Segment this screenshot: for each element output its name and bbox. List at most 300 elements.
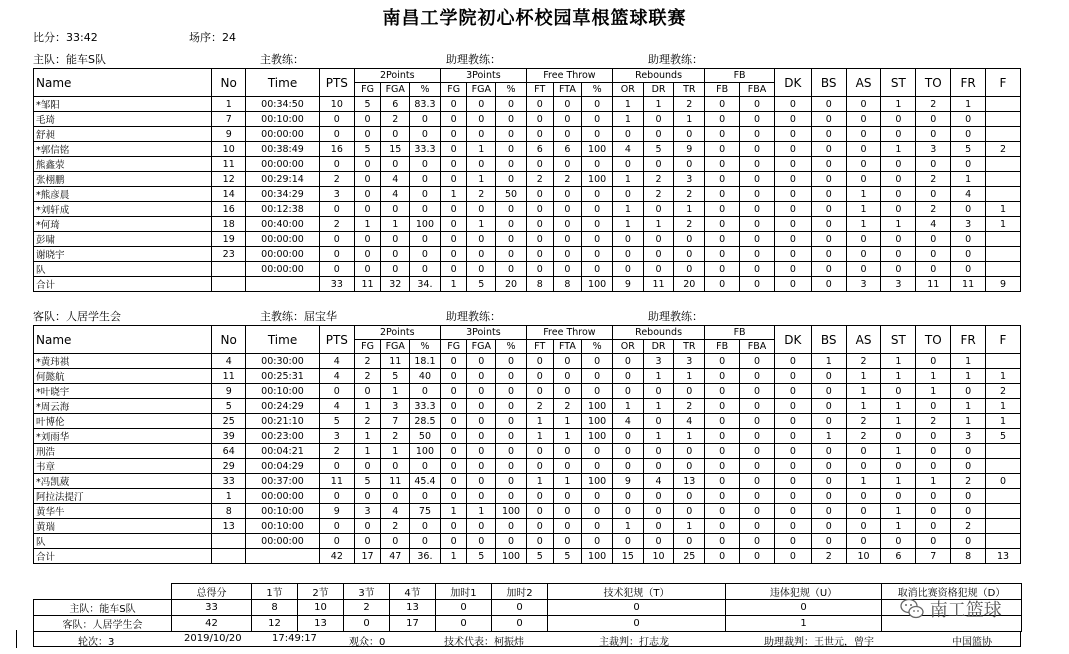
player-name-cell: 熊鑫荥 — [34, 157, 212, 172]
stat-cell: 0 — [526, 97, 553, 112]
stat-cell: 11 — [381, 354, 410, 369]
stat-cell: 0 — [319, 202, 354, 217]
stat-cell: 0 — [881, 127, 916, 142]
stat-cell: 1 — [674, 202, 705, 217]
stat-cell: 0 — [612, 247, 643, 262]
stat-cell: 0 — [496, 459, 527, 474]
stat-cell: 0 — [951, 232, 986, 247]
player-name-cell: *刘轩成 — [34, 202, 212, 217]
stat-cell: 0 — [740, 142, 775, 157]
stat-cell: 0 — [643, 232, 674, 247]
stat-cell: 0 — [740, 399, 775, 414]
summary-cell: 0 — [436, 616, 492, 632]
stat-cell: 0 — [553, 534, 582, 549]
stat-cell: 0 — [582, 444, 613, 459]
player-name-cell: *冯凯葳 — [34, 474, 212, 489]
stat-cell: 39 — [212, 429, 246, 444]
stat-cell: 0 — [705, 474, 740, 489]
stat-cell: 1 — [951, 97, 986, 112]
stat-cell: 2 — [951, 519, 986, 534]
stat-cell: 0 — [705, 187, 740, 202]
stat-cell: 15 — [381, 142, 410, 157]
stat-cell: 0 — [643, 262, 674, 277]
player-row — [34, 202, 1021, 217]
stat-cell: 0 — [740, 112, 775, 127]
stat-cell: 0 — [381, 459, 410, 474]
stat-cell: 1 — [381, 217, 410, 232]
stat-cell: 1 — [354, 444, 381, 459]
stat-cell: 00:10:00 — [246, 504, 320, 519]
stat-cell: 1 — [986, 399, 1021, 414]
stat-cell: 0 — [705, 112, 740, 127]
stat-cell: 1 — [881, 414, 916, 429]
stat-cell: 0 — [440, 384, 467, 399]
player-name-cell: *何琦 — [34, 217, 212, 232]
column-group-header: Rebounds — [612, 326, 704, 340]
stat-cell: 0 — [612, 232, 643, 247]
stat-cell: 1 — [612, 519, 643, 534]
stat-cell: 0 — [916, 489, 951, 504]
stat-cell: 0 — [496, 217, 527, 232]
stat-cell: 4 — [612, 414, 643, 429]
stat-cell: 4 — [319, 354, 354, 369]
stat-cell: 2 — [467, 187, 496, 202]
home-coach-label: 主教练： — [260, 53, 304, 66]
stat-cell: 1 — [846, 474, 881, 489]
stat-cell: 0 — [354, 459, 381, 474]
stat-cell: 5 — [354, 474, 381, 489]
player-name-cell: 队 — [34, 534, 212, 549]
stat-cell: 1 — [881, 399, 916, 414]
summary-header: 加时1 — [436, 584, 492, 600]
stat-cell: 0 — [811, 277, 846, 292]
stat-cell: 11 — [916, 277, 951, 292]
stat-cell: 1 — [612, 172, 643, 187]
stat-cell — [986, 489, 1021, 504]
stat-cell: 1 — [612, 202, 643, 217]
stat-cell: 75 — [410, 504, 441, 519]
stat-cell: 2 — [846, 354, 881, 369]
stat-cell: 0 — [811, 262, 846, 277]
summary-header: 1节 — [252, 584, 298, 600]
stat-cell: 0 — [526, 534, 553, 549]
stat-cell: 1 — [986, 202, 1021, 217]
stat-cell: 1 — [674, 369, 705, 384]
stat-cell: 0 — [526, 519, 553, 534]
stat-cell: 0 — [916, 459, 951, 474]
stat-cell: 9 — [612, 277, 643, 292]
stat-cell: 0 — [553, 217, 582, 232]
round-label: 轮次：3 — [78, 637, 115, 648]
total-row — [34, 549, 1021, 564]
stat-cell: 0 — [410, 384, 441, 399]
stat-cell: 0 — [582, 354, 613, 369]
column-subheader: FT — [526, 83, 553, 97]
stat-cell: 2 — [319, 444, 354, 459]
date-label: 2019/10/20 — [184, 633, 242, 644]
player-row — [34, 187, 1021, 202]
stat-cell: 0 — [774, 414, 811, 429]
stat-cell: 1 — [951, 399, 986, 414]
stat-cell: 0 — [582, 97, 613, 112]
stat-cell: 00:00:00 — [246, 489, 320, 504]
stat-cell: 0 — [951, 459, 986, 474]
stat-cell: 14 — [212, 187, 246, 202]
stat-cell: 100 — [582, 474, 613, 489]
summary-row-home — [34, 600, 1022, 616]
stat-cell: 0 — [496, 474, 527, 489]
stat-cell: 1 — [354, 217, 381, 232]
player-row — [34, 157, 1021, 172]
player-name-cell: 刑浩 — [34, 444, 212, 459]
player-row — [34, 504, 1021, 519]
stat-cell: 0 — [553, 202, 582, 217]
column-subheader: FBA — [740, 83, 775, 97]
summary-cell: 0 — [492, 600, 548, 616]
stat-cell: 0 — [582, 232, 613, 247]
stat-cell: 0 — [705, 172, 740, 187]
stat-cell: 83.3 — [410, 97, 441, 112]
stat-cell: 0 — [951, 262, 986, 277]
stat-cell: 11 — [354, 277, 381, 292]
stat-cell: 1 — [881, 504, 916, 519]
stat-cell: 13 — [212, 519, 246, 534]
stat-cell: 0 — [553, 112, 582, 127]
stat-cell: 3 — [319, 429, 354, 444]
column-group-header: Rebounds — [612, 69, 704, 83]
stat-cell: 0 — [612, 459, 643, 474]
summary-cell: 0 — [436, 600, 492, 616]
stat-cell: 42 — [319, 549, 354, 564]
stat-cell: 1 — [212, 97, 246, 112]
stat-cell: 16 — [212, 202, 246, 217]
player-name-cell: 叶博伦 — [34, 414, 212, 429]
column-header: AS — [846, 326, 881, 354]
player-row — [34, 474, 1021, 489]
stat-cell: 4 — [381, 504, 410, 519]
stat-cell: 0 — [526, 504, 553, 519]
stat-cell: 0 — [381, 534, 410, 549]
stat-cell: 0 — [740, 262, 775, 277]
stat-cell: 0 — [496, 127, 527, 142]
stat-cell: 0 — [881, 112, 916, 127]
column-subheader: % — [582, 83, 613, 97]
stat-cell: 0 — [410, 187, 441, 202]
stat-cell: 1 — [846, 187, 881, 202]
summary-cell: 42 — [172, 616, 252, 632]
summary-cell: 12 — [252, 616, 298, 632]
stats-header-row — [34, 69, 1021, 83]
summary-cell: 2 — [344, 600, 390, 616]
stat-cell: 0 — [774, 399, 811, 414]
stat-cell: 0 — [440, 459, 467, 474]
stat-cell: 0 — [774, 187, 811, 202]
stat-cell: 0 — [774, 262, 811, 277]
stat-cell: 1 — [553, 429, 582, 444]
stat-cell: 2 — [553, 172, 582, 187]
stat-cell: 8 — [212, 504, 246, 519]
stat-cell: 2 — [986, 142, 1021, 157]
stat-cell: 0 — [496, 354, 527, 369]
column-subheader: % — [410, 83, 441, 97]
column-header: AS — [846, 69, 881, 97]
stat-cell: 1 — [846, 384, 881, 399]
stat-cell: 4 — [381, 172, 410, 187]
stat-cell: 0 — [740, 444, 775, 459]
stat-cell: 1 — [467, 172, 496, 187]
stat-cell: 00:00:00 — [246, 534, 320, 549]
stat-cell: 2 — [643, 187, 674, 202]
summary-cell: 0 — [492, 616, 548, 632]
stat-cell: 2 — [526, 172, 553, 187]
stat-cell — [986, 187, 1021, 202]
stat-cell: 0 — [440, 354, 467, 369]
stat-cell: 0 — [354, 187, 381, 202]
game-no-label: 场序：24 — [189, 31, 236, 44]
stat-cell: 0 — [705, 429, 740, 444]
player-name-cell: *周云海 — [34, 399, 212, 414]
stat-cell: 1 — [526, 474, 553, 489]
column-subheader: FG — [440, 340, 467, 354]
stat-cell: 0 — [705, 262, 740, 277]
stat-cell: 0 — [440, 519, 467, 534]
stat-cell: 0 — [705, 459, 740, 474]
column-header: Name — [34, 69, 212, 97]
stat-cell: 0 — [740, 187, 775, 202]
stat-cell: 2 — [381, 112, 410, 127]
stat-cell: 2 — [986, 384, 1021, 399]
player-row — [34, 172, 1021, 187]
column-subheader: DR — [643, 83, 674, 97]
player-name-cell: 黄华牛 — [34, 504, 212, 519]
stat-cell: 0 — [526, 217, 553, 232]
stat-cell: 100 — [410, 444, 441, 459]
stat-cell: 2 — [674, 399, 705, 414]
stat-cell: 0 — [916, 504, 951, 519]
stat-cell: 1 — [643, 97, 674, 112]
away-team-label: 客队：人居学生会 — [33, 310, 121, 323]
stat-cell: 0 — [496, 414, 527, 429]
stat-cell: 25 — [674, 549, 705, 564]
stat-cell: 0 — [811, 112, 846, 127]
stat-cell: 0 — [774, 354, 811, 369]
stat-cell: 0 — [774, 217, 811, 232]
stat-cell: 0 — [440, 247, 467, 262]
home-stats-table — [33, 68, 1021, 292]
stat-cell: 0 — [846, 142, 881, 157]
column-group-header: 3Points — [440, 326, 526, 340]
stat-cell: 0 — [582, 262, 613, 277]
stat-cell: 0 — [916, 519, 951, 534]
stat-cell: 0 — [916, 232, 951, 247]
stat-cell: 0 — [582, 247, 613, 262]
stat-cell: 0 — [381, 232, 410, 247]
stat-cell: 0 — [740, 202, 775, 217]
stat-cell: 0 — [740, 489, 775, 504]
stat-cell: 0 — [582, 489, 613, 504]
stat-cell: 0 — [467, 444, 496, 459]
stat-cell: 2 — [381, 519, 410, 534]
stat-cell: 10 — [643, 549, 674, 564]
column-subheader: FB — [705, 83, 740, 97]
stat-cell: 0 — [526, 157, 553, 172]
stat-cell — [212, 262, 246, 277]
column-header: DK — [774, 69, 811, 97]
stat-cell: 33 — [212, 474, 246, 489]
stat-cell: 0 — [740, 127, 775, 142]
stat-cell: 1 — [986, 414, 1021, 429]
stat-cell: 34. — [410, 277, 441, 292]
stat-cell: 0 — [354, 112, 381, 127]
watermark-text: 南工篮球 — [929, 600, 1002, 621]
stat-cell: 0 — [916, 247, 951, 262]
player-row — [34, 429, 1021, 444]
stat-cell: 3 — [319, 187, 354, 202]
stat-cell: 1 — [881, 217, 916, 232]
time-label: 17:49:17 — [272, 633, 317, 644]
stat-cell: 0 — [319, 232, 354, 247]
stat-cell: 0 — [354, 519, 381, 534]
stat-cell: 0 — [467, 519, 496, 534]
stat-cell: 1 — [553, 414, 582, 429]
stat-cell: 0 — [526, 127, 553, 142]
summary-cell: 1 — [726, 616, 882, 632]
stat-cell: 0 — [643, 444, 674, 459]
stat-cell — [986, 127, 1021, 142]
summary-cell: 0 — [344, 616, 390, 632]
stat-cell: 3 — [354, 504, 381, 519]
stat-cell: 1 — [612, 217, 643, 232]
stat-cell: 100 — [582, 414, 613, 429]
stat-cell: 0 — [553, 489, 582, 504]
stat-cell: 0 — [496, 142, 527, 157]
stat-cell: 00:21:10 — [246, 414, 320, 429]
stat-cell: 0 — [846, 232, 881, 247]
stat-cell: 0 — [881, 489, 916, 504]
stat-cell: 0 — [705, 247, 740, 262]
stat-cell: 7 — [381, 414, 410, 429]
column-subheader: FG — [354, 83, 381, 97]
stat-cell: 0 — [774, 459, 811, 474]
stat-cell: 2 — [951, 474, 986, 489]
column-header: ST — [881, 69, 916, 97]
column-group-header: 3Points — [440, 69, 526, 83]
stat-cell: 0 — [496, 247, 527, 262]
stat-cell: 0 — [774, 444, 811, 459]
stat-cell: 0 — [582, 127, 613, 142]
stat-cell: 0 — [705, 369, 740, 384]
stat-cell: 0 — [467, 354, 496, 369]
player-name-cell: *叶晓宇 — [34, 384, 212, 399]
column-subheader: FGA — [381, 340, 410, 354]
stat-cell: 0 — [774, 142, 811, 157]
stat-cell: 0 — [740, 247, 775, 262]
stat-cell: 0 — [774, 549, 811, 564]
stat-cell: 2 — [643, 172, 674, 187]
stat-cell: 0 — [774, 157, 811, 172]
stat-cell: 0 — [846, 519, 881, 534]
stat-cell: 4 — [674, 414, 705, 429]
stat-cell: 1 — [881, 519, 916, 534]
stat-cell: 2 — [319, 217, 354, 232]
stat-cell: 0 — [705, 232, 740, 247]
stat-cell: 20 — [496, 277, 527, 292]
stat-cell: 1 — [951, 172, 986, 187]
stat-cell: 2 — [916, 414, 951, 429]
stat-cell: 0 — [410, 534, 441, 549]
stat-cell: 0 — [811, 519, 846, 534]
stat-cell: 0 — [440, 369, 467, 384]
org-label: 中国篮协 — [952, 637, 992, 648]
column-header: TO — [916, 69, 951, 97]
stat-cell: 0 — [467, 474, 496, 489]
stat-cell: 0 — [643, 504, 674, 519]
stats-header-row — [34, 326, 1021, 340]
player-name-cell: 谢晓宇 — [34, 247, 212, 262]
summary-header: 4节 — [390, 584, 436, 600]
stat-cell: 2 — [916, 97, 951, 112]
stat-cell: 0 — [643, 534, 674, 549]
stat-cell: 0 — [774, 534, 811, 549]
stat-cell: 0 — [467, 232, 496, 247]
stat-cell: 4 — [951, 187, 986, 202]
column-subheader: % — [496, 83, 527, 97]
stat-cell: 0 — [612, 384, 643, 399]
stat-cell: 0 — [774, 277, 811, 292]
stat-cell: 0 — [916, 354, 951, 369]
stat-cell: 0 — [354, 202, 381, 217]
stat-cell: 0 — [440, 474, 467, 489]
stat-cell: 0 — [467, 384, 496, 399]
stat-cell: 0 — [381, 262, 410, 277]
stat-cell: 0 — [582, 187, 613, 202]
player-row — [34, 414, 1021, 429]
stat-cell: 00:00:00 — [246, 247, 320, 262]
stat-cell: 33.3 — [410, 142, 441, 157]
player-name-cell: *刘雨华 — [34, 429, 212, 444]
stat-cell: 0 — [643, 202, 674, 217]
column-subheader: FTA — [553, 83, 582, 97]
player-row — [34, 142, 1021, 157]
stat-cell: 4 — [381, 187, 410, 202]
column-group-header: FB — [705, 69, 775, 83]
stat-cell: 0 — [674, 157, 705, 172]
stat-cell: 0 — [319, 112, 354, 127]
stat-cell: 3 — [846, 277, 881, 292]
stat-cell: 32 — [381, 277, 410, 292]
stat-cell: 0 — [705, 549, 740, 564]
stat-cell: 0 — [440, 489, 467, 504]
stat-cell: 0 — [740, 172, 775, 187]
stat-cell — [212, 549, 246, 564]
stat-cell: 64 — [212, 444, 246, 459]
column-group-header: 2Points — [354, 69, 440, 83]
asst-referee-label: 助理裁判：王世元，曾宇 — [764, 637, 874, 648]
stat-cell: 1 — [951, 414, 986, 429]
summary-cell: 13 — [390, 600, 436, 616]
stat-cell: 0 — [643, 247, 674, 262]
stat-cell: 0 — [467, 489, 496, 504]
stat-cell: 0 — [740, 217, 775, 232]
stat-cell: 0 — [582, 459, 613, 474]
stat-cell: 0 — [467, 97, 496, 112]
stat-cell: 1 — [440, 549, 467, 564]
home-team-label: 主队：能车S队 — [33, 53, 106, 66]
footer-bar — [33, 631, 1021, 647]
stat-cell: 47 — [381, 549, 410, 564]
stat-cell: 5 — [354, 142, 381, 157]
stat-cell: 0 — [381, 489, 410, 504]
